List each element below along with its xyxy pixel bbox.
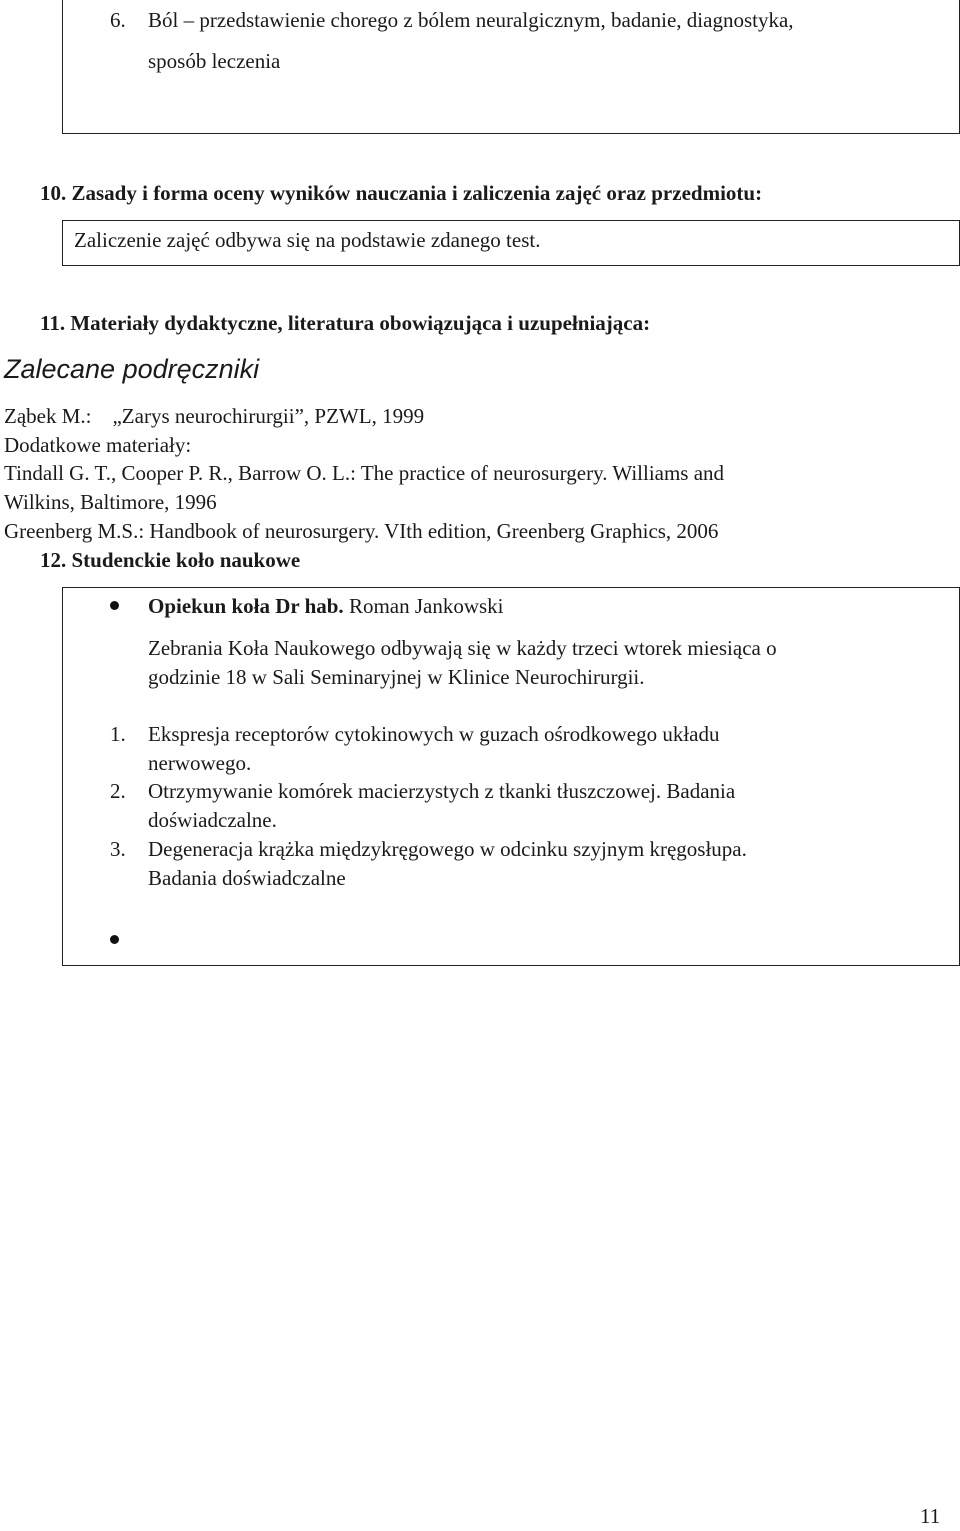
topic-number: 2. xyxy=(110,779,126,803)
reference-line: Wilkins, Baltimore, 1996 xyxy=(4,490,217,514)
reference-line: Greenberg M.S.: Handbook of neurosurgery. VIth edition, Greenberg Graphics, 2006 xyxy=(4,519,719,543)
section-11-heading: 11. Materiały dydaktyczne, literatura obowiązująca i uzupełniająca: xyxy=(40,311,651,335)
topic-line2: doświadczalne. xyxy=(148,808,277,832)
reference-line: Tindall G. T., Cooper P. R., Barrow O. L.: The practice of neurosurgery. Williams and xyxy=(4,461,725,485)
item-6-line2: sposób leczenia xyxy=(148,49,281,73)
supervisor-label: Opiekun koła Dr hab. xyxy=(148,594,344,618)
topic-number: 1. xyxy=(110,722,126,746)
topic-number: 3. xyxy=(110,837,126,861)
bullet-icon xyxy=(110,935,119,944)
topic-line1: Ekspresja receptorów cytokinowych w guzach ośrodkowego układu xyxy=(148,722,720,746)
item-6-number: 6. xyxy=(110,8,126,32)
topic-line1: Otrzymywanie komórek macierzystych z tkanki tłuszczowej. Badania xyxy=(148,779,736,803)
topic-line2: nerwowego. xyxy=(148,751,252,775)
item-6-line1: Ból – przedstawienie chorego z bólem neuralgicznym, badanie, diagnostyka, xyxy=(148,8,794,32)
bullet-icon xyxy=(110,601,119,610)
supervisor-name: Roman Jankowski xyxy=(343,594,504,618)
topic-line2: Badania doświadczalne xyxy=(148,866,346,890)
reference-line: Ząbek M.: „Zarys neurochirurgii”, PZWL, 1999 xyxy=(4,404,425,428)
section-11-subheading: Zalecane podręczniki xyxy=(4,354,260,384)
supervisor-line xyxy=(148,592,504,621)
reference-line: Dodatkowe materiały: xyxy=(4,433,192,457)
section-10-text: Zaliczenie zajęć odbywa się na podstawie zdanego test. xyxy=(74,228,541,252)
topic-line1: Degeneracja krążka międzykręgowego w odcinku szyjnym kręgosłupa. xyxy=(148,837,747,861)
section-10-heading: 10. Zasady i forma oceny wyników nauczania i zaliczenia zajęć oraz przedmiotu: xyxy=(40,181,763,205)
meeting-line2: godzinie 18 w Sali Seminaryjnej w Klinice Neurochirurgii. xyxy=(148,665,645,689)
page-number: 11 xyxy=(920,1504,941,1528)
meeting-line1: Zebrania Koła Naukowego odbywają się w każdy trzeci wtorek miesiąca o xyxy=(148,636,777,660)
section-12-heading: 12. Studenckie koło naukowe xyxy=(40,548,301,572)
